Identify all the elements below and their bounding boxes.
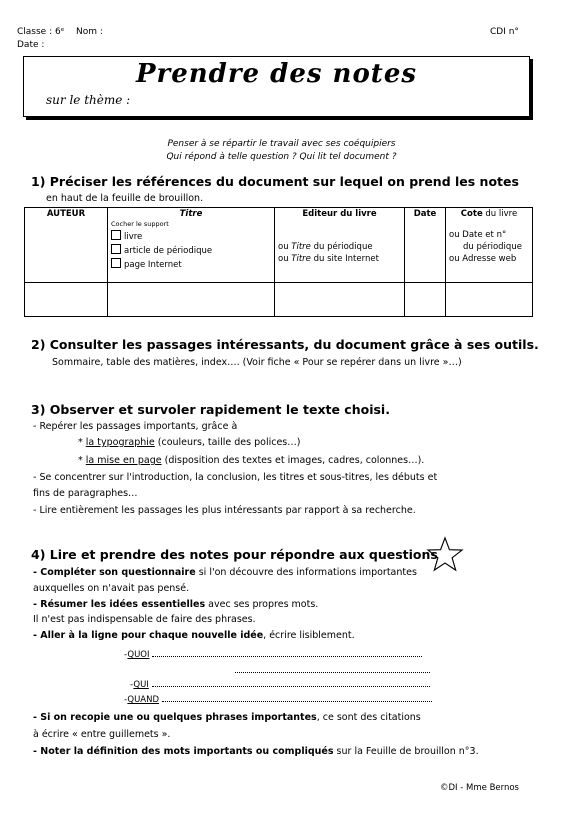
section-3-line-2: - Se concentrer sur l'introduction, la conclusion, les titres et sous-titres, les débuts et xyxy=(33,472,438,483)
section-4-line-2: auxquelles on n'avait pas pensé. xyxy=(33,583,190,594)
star-icon xyxy=(426,536,464,572)
class-label: Classe : 6ᵉ xyxy=(17,27,65,37)
page-title: Prendre des notes xyxy=(135,59,417,89)
date-label: Date : xyxy=(17,40,45,50)
title-box xyxy=(23,56,530,117)
name-label: Nom : xyxy=(76,27,103,37)
section-4-heading: 4) Lire et prendre des notes pour répondre aux questions xyxy=(31,547,438,562)
col-auteur: AUTEUR xyxy=(25,208,108,283)
checkbox-internet[interactable] xyxy=(111,258,121,268)
intro-line-2: Qui répond à telle question ? Qui lit tel document ? xyxy=(166,152,397,162)
cell-cote[interactable] xyxy=(446,283,533,317)
section-2-heading: 2) Consulter les passages intéressants, du document grâce à ses outils. xyxy=(31,337,539,352)
intro-line-1: Penser à se répartir le travail avec ses coéquipiers xyxy=(167,139,396,149)
section-2-line: Sommaire, table des matières, index…. (Voir fiche « Pour se repérer dans un livre »…) xyxy=(52,357,462,368)
note-line-quoi: -QUOI xyxy=(124,648,422,660)
section-1-sub: en haut de la feuille de brouillon. xyxy=(46,193,204,204)
bullet-typographie: * la typographie (couleurs, taille des polices…) xyxy=(78,437,301,448)
note-line-quand: -QUAND xyxy=(124,693,432,705)
section-4-line-4: Il n'est pas indispensable de faire des phrases. xyxy=(33,614,256,625)
note-line-quoi-cont xyxy=(235,664,430,676)
section-1-heading: 1) Préciser les références du document sur lequel on prend les notes xyxy=(31,174,519,189)
note-line-qui: -QUI xyxy=(130,678,430,690)
section-3-heading: 3) Observer et survoler rapidement le texte choisi. xyxy=(31,402,390,417)
section-3-line-4: - Lire entièrement les passages les plus intéressants par rapport à sa recherche. xyxy=(33,505,416,516)
section-4-line-7: à écrire « entre guillemets ». xyxy=(33,729,171,740)
checkbox-periodique[interactable] xyxy=(111,244,121,254)
col-editeur: Editeur du livre ou Titre du périodique ou Titre du site Internet xyxy=(275,208,405,283)
footer-credit: ©DI - Mme Bernos xyxy=(440,783,519,793)
col-cote: Cote du livre ou Date et n° du périodique ou Adresse web xyxy=(446,208,533,283)
cell-titre[interactable] xyxy=(108,283,275,317)
cell-editeur[interactable] xyxy=(275,283,405,317)
cdi-label: CDI n° xyxy=(490,27,519,37)
section-4-line-1: - Compléter son questionnaire si l'on découvre des informations importantes xyxy=(33,567,417,578)
cell-auteur[interactable] xyxy=(25,283,108,317)
checkbox-livre[interactable] xyxy=(111,230,121,240)
col-titre: Titre Cocher le support livre article de périodique page Internet xyxy=(108,208,275,283)
section-3-line-1: - Repérer les passages importants, grâce à xyxy=(33,421,238,432)
bullet-mise-en-page: * la mise en page (disposition des textes et images, cadres, colonnes…). xyxy=(78,455,425,466)
references-table xyxy=(24,207,533,317)
section-4-line-6: - Si on recopie une ou quelques phrases importantes, ce sont des citations xyxy=(33,712,421,723)
cell-date[interactable] xyxy=(405,283,446,317)
section-4-line-8: - Noter la définition des mots importants ou compliqués sur la Feuille de brouillon n°3. xyxy=(33,746,479,757)
section-3-line-3: fins de paragraphes… xyxy=(33,488,138,499)
section-4-line-3: - Résumer les idées essentielles avec ses propres mots. xyxy=(33,599,319,610)
section-4-line-5: - Aller à la ligne pour chaque nouvelle idée, écrire lisiblement. xyxy=(33,630,355,641)
theme-label: sur le thème : xyxy=(46,93,131,107)
col-date: Date xyxy=(405,208,446,283)
